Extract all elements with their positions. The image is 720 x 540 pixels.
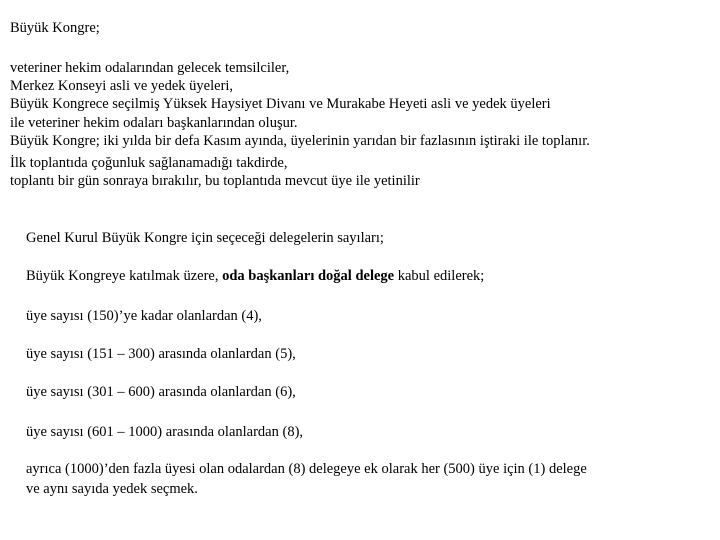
tier-line: üye sayısı (601 – 1000) arasında olanlardan (8),	[26, 424, 304, 440]
delegate-intro: Genel Kurul Büyük Kongre için seçeceği delegelerin sayıları;	[26, 230, 384, 246]
delegate-line-bold: oda başkanları doğal delege	[222, 268, 395, 284]
tier-line: üye sayısı (150)’ye kadar olanlardan (4),	[26, 308, 262, 324]
delegate-line-before: Büyük Kongreye katılmak üzere,	[26, 268, 223, 284]
paragraph-line: Büyük Kongre; iki yılda bir defa Kasım ayında, üyelerinin yarıdan bir fazlasının iştiraki ile toplanır.	[10, 133, 590, 149]
paragraph-line: ile veteriner hekim odaları başkanlarından oluşur.	[10, 115, 298, 131]
paragraph-line: Büyük Kongrece seçilmiş Yüksek Haysiyet Divanı ve Murakabe Heyeti asli ve yedek üyeleri	[10, 96, 551, 112]
paragraph-line: Merkez Konseyi asli ve yedek üyeleri,	[10, 78, 234, 94]
tier-line: üye sayısı (301 – 600) arasında olanlardan (6),	[26, 384, 296, 400]
delegate-line	[26, 267, 484, 285]
delegate-line-after: kabul edilerek;	[394, 268, 485, 284]
paragraph-line: veteriner hekim odalarından gelecek temsilciler,	[10, 60, 290, 76]
extra-line: ayrıca (1000)’den fazla üyesi olan odalardan (8) delegeye ek olarak her (500) üye için (1) delege	[26, 461, 587, 477]
paragraph-line: toplantı bir gün sonraya bırakılır, bu toplantıda mevcut üye ile yetinilir	[10, 173, 420, 189]
paragraph-line: İlk toplantıda çoğunluk sağlanamadığı takdirde,	[10, 155, 288, 171]
extra-line: ve aynı sayıda yedek seçmek.	[26, 481, 198, 497]
tier-line: üye sayısı (151 – 300) arasında olanlardan (5),	[26, 346, 296, 362]
heading: Büyük Kongre;	[10, 20, 100, 36]
